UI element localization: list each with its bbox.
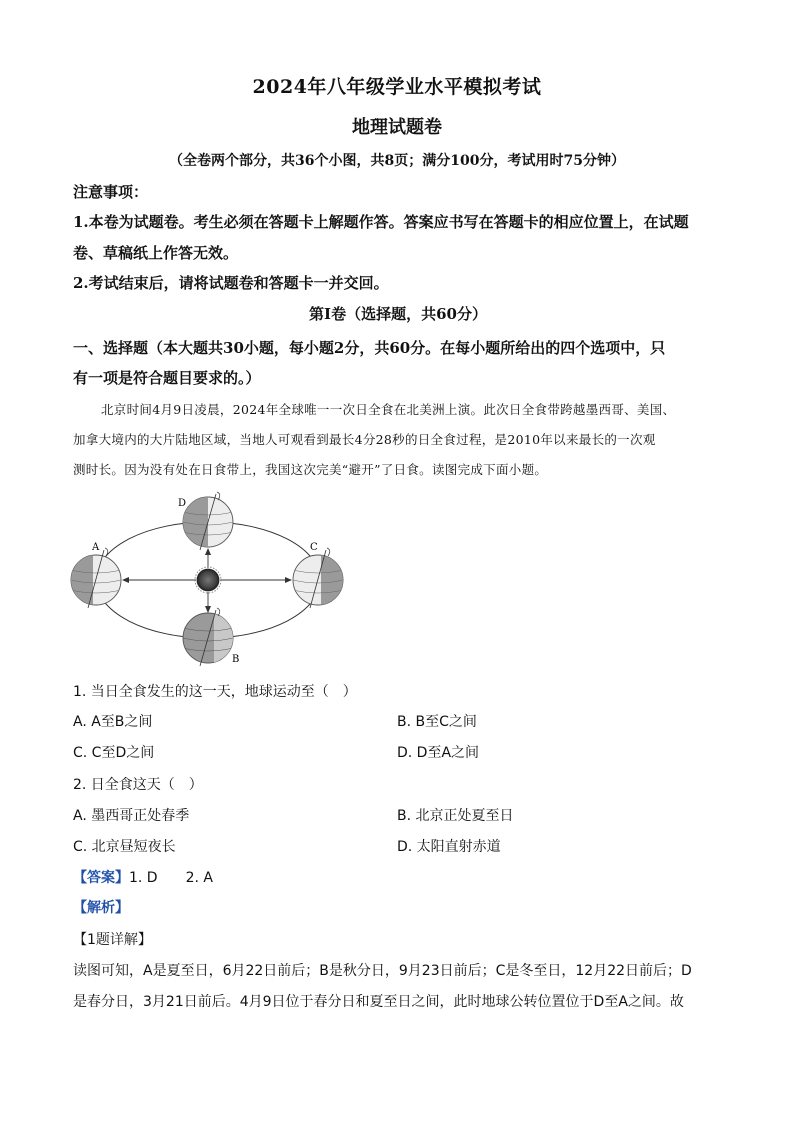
question-1-option-b: B. B至C之间 xyxy=(397,714,477,730)
detail-title: 【1题详解】 xyxy=(73,932,152,948)
notes-heading: 注意事项： xyxy=(73,183,149,201)
sun-icon xyxy=(197,569,219,591)
passage-line-1: 北京时间4月9日凌晨，2024年全球唯一一次日全食在北美洲上演。此次日全食带跨越墨西哥、美国、 xyxy=(101,402,676,417)
detail-line-2: 是春分日，3月21日前后。4月9日位于春分日和夏至日之间，此时地球公转位置位于D至A之间。故 xyxy=(73,994,684,1010)
notes-item-2: 2.考试结束后，请将试题卷和答题卡一并交回。 xyxy=(73,274,389,292)
exam-info: （全卷两个部分，共36个小图，共8页；满分100分，考试用时75分钟） xyxy=(169,153,625,169)
earth-b-icon xyxy=(183,608,233,666)
question-2-option-b: B. 北京正处夏至日 xyxy=(397,808,514,824)
answer-line xyxy=(73,866,213,890)
question-1-option-c: C. C至D之间 xyxy=(73,745,155,761)
arrowhead-a xyxy=(122,577,129,583)
earth-a-icon xyxy=(71,548,121,608)
question-2-option-c: C. 北京昼短夜长 xyxy=(73,839,176,855)
answer-tag: 【答案】 xyxy=(73,870,129,886)
earth-orbit-diagram xyxy=(66,490,356,675)
question-1-stem: 1. 当日全食发生的这一天，地球运动至（ ） xyxy=(73,684,357,700)
arrowhead-c xyxy=(285,577,292,583)
part-title: 第Ⅰ卷（选择题，共60分） xyxy=(309,305,487,323)
section-instructions-line-2: 有一项是符合题目要求的。） xyxy=(73,369,261,387)
arrowhead-b xyxy=(205,606,211,613)
label-a: A xyxy=(92,542,100,553)
notes-item-1-line-1: 1.本卷为试题卷。考生必须在答题卡上解题作答。答案应书写在答题卡的相应位置上，在试题 xyxy=(73,213,689,231)
exam-title: 2024年八年级学业水平模拟考试 xyxy=(252,76,542,98)
analysis-tag: 【解析】 xyxy=(73,900,129,916)
question-1-option-d: D. D至A之间 xyxy=(397,745,480,761)
question-2-option-a: A. 墨西哥正处春季 xyxy=(73,808,190,824)
answer-text: 1. D 2. A xyxy=(129,870,213,886)
passage-line-2: 加拿大境内的大片陆地区域，当地人可观看到最长4分28秒的日全食过程，是2010年以来最长的一次观 xyxy=(73,432,656,447)
arrowhead-d xyxy=(205,548,211,555)
question-2-stem: 2. 日全食这天（ ） xyxy=(73,777,203,793)
question-1-option-a: A. A至B之间 xyxy=(73,714,153,730)
label-c: C xyxy=(310,542,318,553)
passage-line-3: 测时长。因为没有处在日食带上，我国这次完美“避开”了日食。读图完成下面小题。 xyxy=(73,462,548,477)
exam-subject: 地理试题卷 xyxy=(352,117,442,138)
label-b: B xyxy=(232,654,240,665)
detail-line-1: 读图可知，A是夏至日，6月22日前后；B是秋分日，9月23日前后；C是冬至日，12月22日前后；D xyxy=(73,963,692,979)
question-2-option-d: D. 太阳直射赤道 xyxy=(397,839,501,855)
earth-c-icon xyxy=(293,548,343,608)
earth-d-icon xyxy=(183,492,233,550)
section-instructions-line-1: 一、选择题（本大题共30小题，每小题2分，共60分。在每小题所给出的四个选项中，只 xyxy=(73,339,666,357)
label-d: D xyxy=(178,498,187,509)
notes-item-1-line-2: 卷、草稿纸上作答无效。 xyxy=(73,244,239,262)
